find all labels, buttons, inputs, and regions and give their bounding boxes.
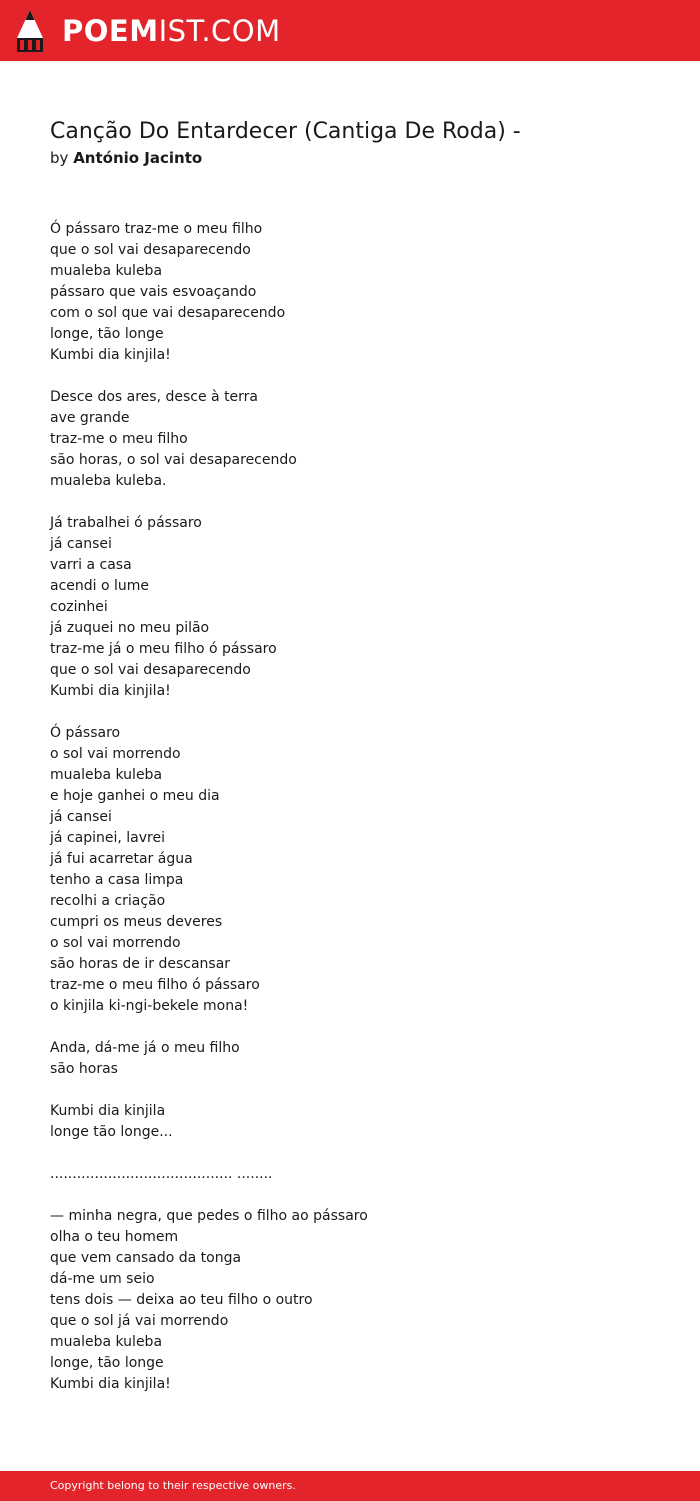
poem-line: mualeba kuleba. bbox=[50, 473, 167, 489]
logo-text-strong: POEM bbox=[62, 13, 159, 48]
poem-line: cozinhei bbox=[50, 599, 108, 615]
poem-line: o kinjila ki-ngi-bekele mona! bbox=[50, 998, 249, 1014]
poem-line: já fui acarretar água bbox=[50, 851, 193, 867]
poem-line: cumpri os meus deveres bbox=[50, 914, 223, 930]
poem-line: Kumbi dia kinjila! bbox=[50, 683, 171, 699]
poem-line: recolhi a criação bbox=[50, 893, 166, 909]
poem-stanza bbox=[50, 1038, 670, 1080]
copyright-text: Copyright belong to their respective owners. bbox=[50, 1479, 296, 1492]
pencil-icon bbox=[16, 9, 44, 53]
site-header bbox=[0, 0, 700, 61]
poem-stanza bbox=[50, 1206, 670, 1395]
poem-line: traz-me o meu filho bbox=[50, 431, 188, 447]
poem-line: já capinei, lavrei bbox=[50, 830, 165, 846]
poem-line: pássaro que vais esvoaçando bbox=[50, 284, 257, 300]
poem-line: Anda, dá-me já o meu filho bbox=[50, 1040, 240, 1056]
poem-line: que o sol já vai morrendo bbox=[50, 1313, 229, 1329]
poem-line: Kumbi dia kinjila bbox=[50, 1103, 166, 1119]
poem-line: mualeba kuleba bbox=[50, 263, 163, 279]
poem-line: longe, tão longe bbox=[50, 1355, 164, 1371]
author-name[interactable]: António Jacinto bbox=[73, 149, 203, 167]
poem-line: tens dois — deixa ao teu filho o outro bbox=[50, 1292, 313, 1308]
poem-stanza bbox=[50, 1164, 670, 1185]
poem-line: Já trabalhei ó pássaro bbox=[50, 515, 202, 531]
poem-line: traz-me já o meu filho ó pássaro bbox=[50, 641, 277, 657]
poem-line: já cansei bbox=[50, 536, 112, 552]
poem-line: o sol vai morrendo bbox=[50, 935, 181, 951]
poem-stanza bbox=[50, 219, 670, 366]
poem-line: longe, tão longe bbox=[50, 326, 164, 342]
poem-line: já cansei bbox=[50, 809, 112, 825]
poem-line: mualeba kuleba bbox=[50, 1334, 163, 1350]
poem-stanza bbox=[50, 723, 670, 1017]
poem-line: que o sol vai desaparecendo bbox=[50, 662, 251, 678]
poem-line: olha o teu homem bbox=[50, 1229, 179, 1245]
poem-line: já zuquei no meu pilão bbox=[50, 620, 210, 636]
poem-line: acendi o lume bbox=[50, 578, 150, 594]
site-logo[interactable] bbox=[16, 8, 281, 54]
poem-line: com o sol que vai desaparecendo bbox=[50, 305, 286, 321]
logo-text bbox=[62, 13, 281, 48]
logo-text-light: IST.COM bbox=[158, 13, 281, 48]
poem-line: varri a casa bbox=[50, 557, 132, 573]
poem-stanza bbox=[50, 1101, 670, 1143]
poem-line: dá-me um seio bbox=[50, 1271, 155, 1287]
poem-line: são horas de ir descansar bbox=[50, 956, 231, 972]
byline bbox=[50, 148, 202, 169]
site-footer bbox=[0, 1471, 700, 1501]
poem-line: que o sol vai desaparecendo bbox=[50, 242, 251, 258]
poem-line: Ó pássaro traz-me o meu filho bbox=[50, 221, 263, 237]
poem-line: o sol vai morrendo bbox=[50, 746, 181, 762]
poem-line: tenho a casa limpa bbox=[50, 872, 184, 888]
poem-line: são horas bbox=[50, 1061, 118, 1077]
poem-line: Kumbi dia kinjila! bbox=[50, 347, 171, 363]
poem-line: que vem cansado da tonga bbox=[50, 1250, 242, 1266]
poem-line: Ó pássaro bbox=[50, 725, 121, 741]
poem-title: Canção Do Entardecer (Cantiga De Roda) - bbox=[50, 119, 521, 144]
poem-line: ......................................... ........ bbox=[50, 1166, 273, 1182]
poem-line: Desce dos ares, desce à terra bbox=[50, 389, 259, 405]
poem-line: e hoje ganhei o meu dia bbox=[50, 788, 220, 804]
poem-line: longe tão longe... bbox=[50, 1124, 173, 1140]
poem-line: são horas, o sol vai desaparecendo bbox=[50, 452, 297, 468]
poem-line: ave grande bbox=[50, 410, 130, 426]
poem-body bbox=[50, 219, 670, 1416]
poem-line: Kumbi dia kinjila! bbox=[50, 1376, 171, 1392]
poem-line: — minha negra, que pedes o filho ao pássaro bbox=[50, 1208, 368, 1224]
poem-line: mualeba kuleba bbox=[50, 767, 163, 783]
poem-stanza bbox=[50, 387, 670, 492]
byline-prefix: by bbox=[50, 149, 69, 167]
poem-stanza bbox=[50, 513, 670, 702]
poem-line: traz-me o meu filho ó pássaro bbox=[50, 977, 260, 993]
